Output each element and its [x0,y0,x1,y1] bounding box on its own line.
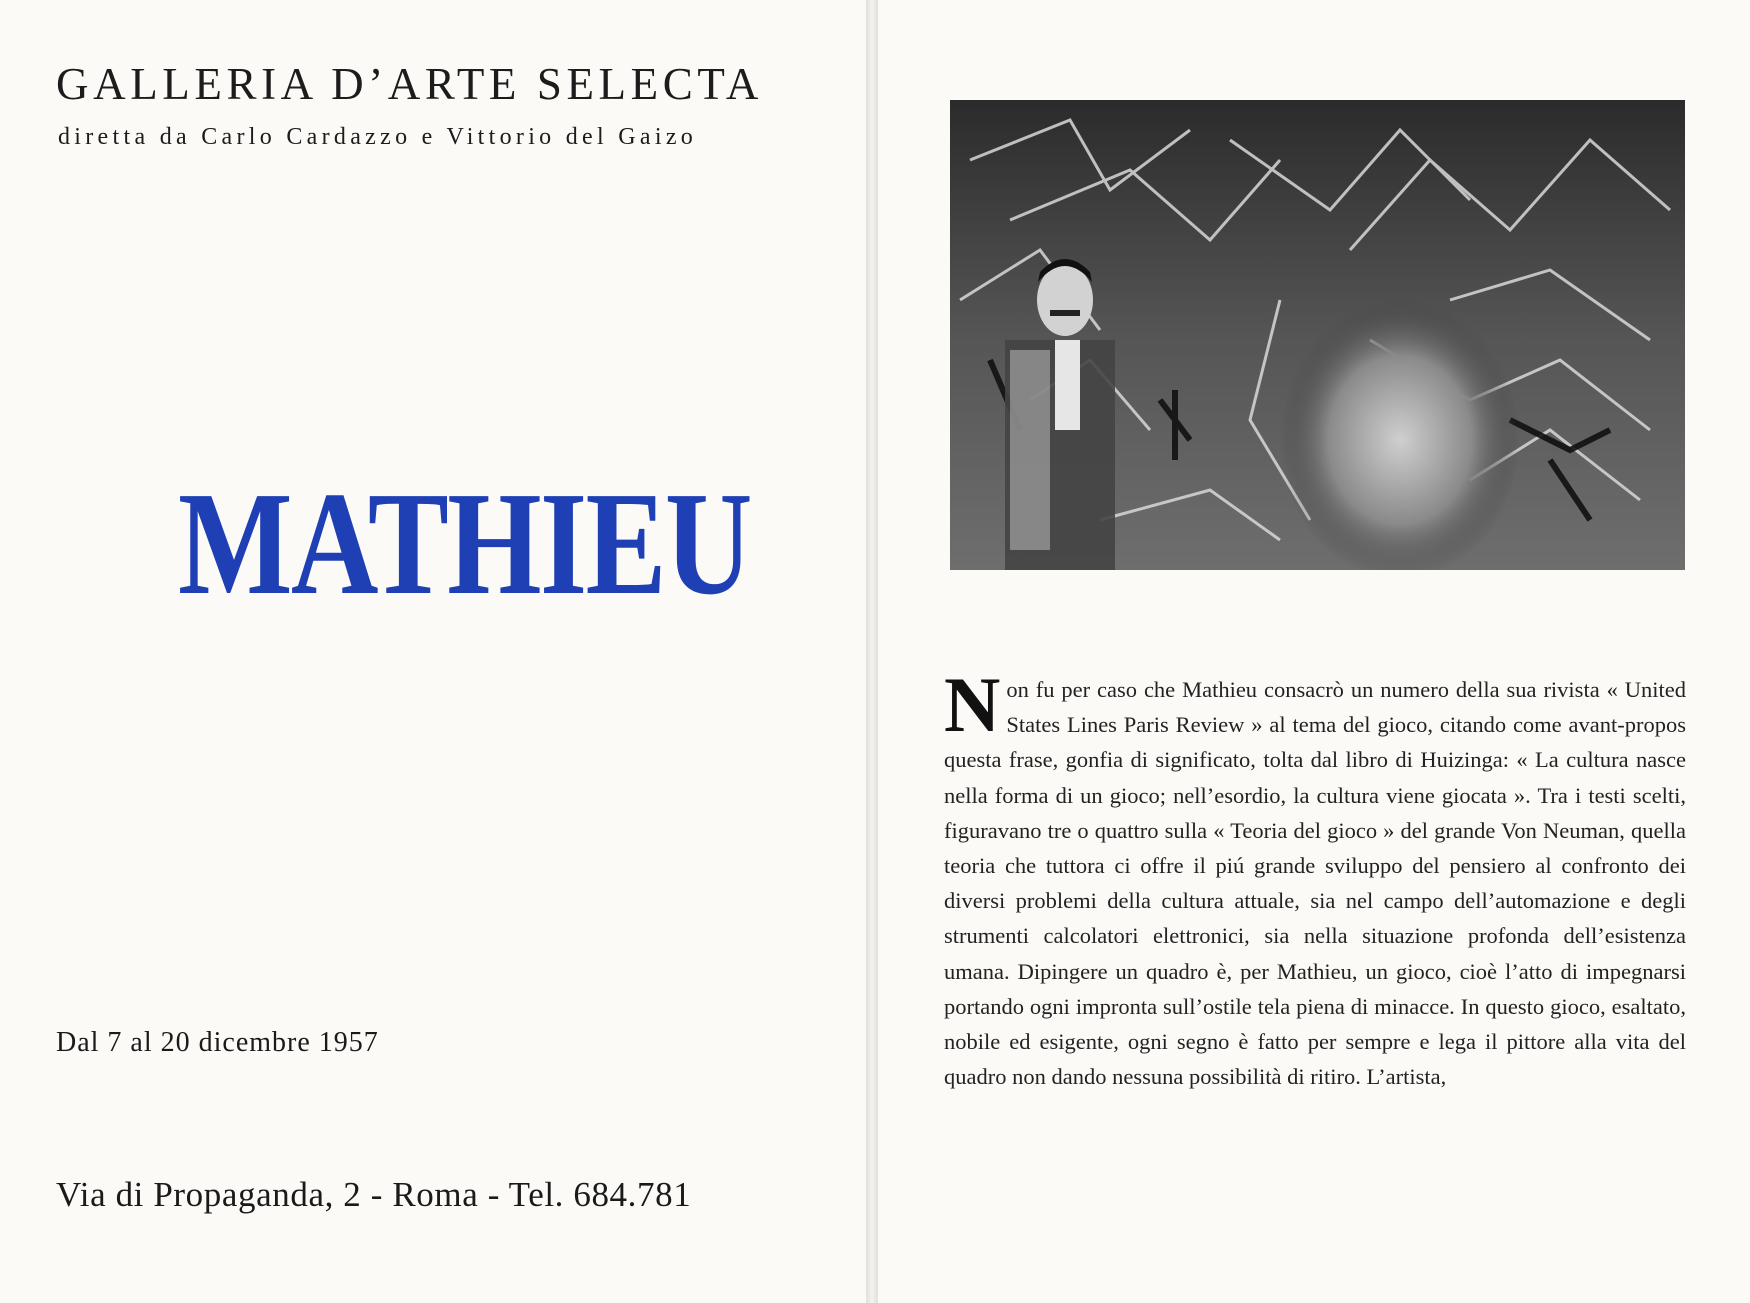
page-gutter [866,0,878,1303]
essay-text [944,661,1686,1094]
essay-dropcap: N [944,661,1001,748]
left-page [0,0,866,1303]
gallery-subtitle: diretta da Carlo Cardazzo e Vittorio del Gaizo [58,124,698,150]
photo-artwork [950,100,1685,570]
gallery-title: GALLERIA D’ARTE SELECTA [56,59,763,109]
artist-photo [950,100,1685,570]
gallery-address: Via di Propaganda, 2 - Roma - Tel. 684.781 [56,1175,692,1214]
artist-name: MATHIEU [178,462,751,626]
exhibition-dates: Dal 7 al 20 dicembre 1957 [56,1027,379,1058]
essay-body: on fu per caso che Mathieu consacrò un numero della sua rivista « United States Lines Paris Review » al tema del gioco, citando come avant-propos questa frase, gonfia di significato, tolta dal libro di Huizinga: « La cultura nasce nella forma di un gioco; nell’esordio, la cultura viene giocata ». Tra i testi scelti, figuravano tre o quattro sulla « Teoria del gioco » del grande Von Neuman, quella teoria che tuttora ci offre il piú grande sviluppo del pensiero al confronto dei diversi problemi della cultura attuale, sia nel campo dell’automazione e degli strumenti calcolatori elettronici, sia nella situazione profonda dell’esistenza umana. Dipingere un quadro è, per Mathieu, un gioco, cioè l’atto di impegnarsi portando ogni impronta sull’ostile tela piena di minacce. In questo gioco, esaltato, nobile ed esigente, ogni segno è fatto per sempre e lega il pittore alla vita del quadro non dando nessuna possibilità di ritiro. L’artista, [944,677,1686,1090]
right-page [878,0,1750,1303]
